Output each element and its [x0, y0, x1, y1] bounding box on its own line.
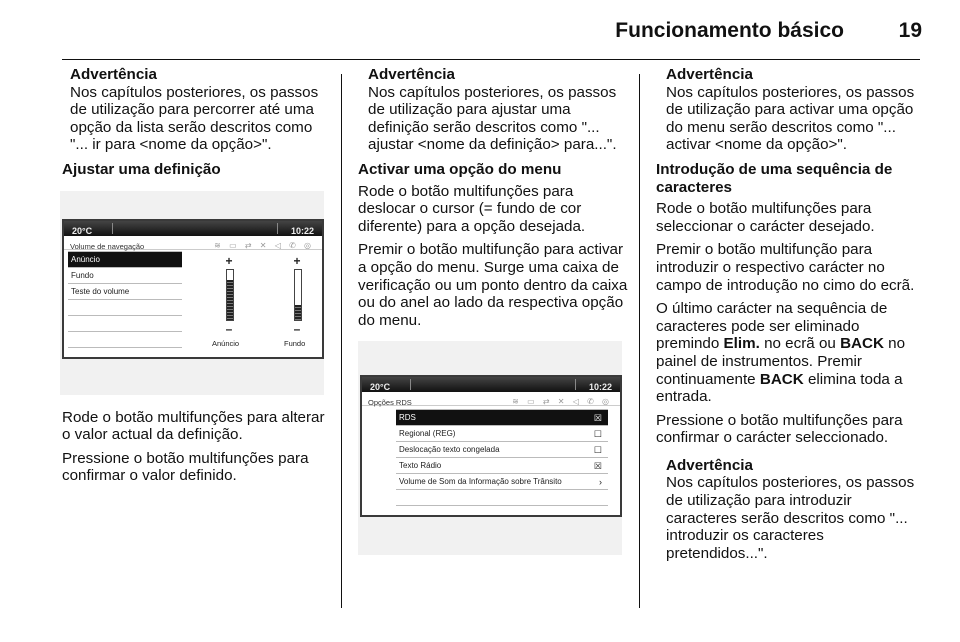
minus-icon: – — [225, 321, 233, 336]
clock: 10:22 — [290, 225, 314, 236]
list-item[interactable]: Fundo — [68, 268, 182, 284]
list-item[interactable]: Deslocação texto congelada ☐ — [396, 442, 608, 458]
paragraph: Pressione o botão multifunções para confirmar o carácter seleccionado. — [656, 411, 903, 447]
note-title: Advertência — [666, 456, 753, 474]
column-separator-2 — [639, 74, 640, 608]
section-heading: Activar uma opção do menu — [358, 160, 562, 178]
note-title: Advertência — [70, 66, 157, 83]
paragraph: Premir o botão multifunção para activar a opção do menu. Surge uma caixa de verificação ou um ponto dentro da caixa ou do anel ao lado da respectiva opção do menu. — [358, 241, 628, 329]
list-item[interactable]: Regional (REG) ☐ — [396, 426, 608, 442]
column-1 — [62, 66, 334, 491]
slider-label-right: Fundo — [284, 338, 306, 348]
chevron-right-icon: › — [599, 477, 602, 488]
status-bar — [64, 221, 322, 236]
list-item[interactable] — [68, 300, 182, 316]
clock: 10:22 — [588, 382, 612, 393]
status-bar — [362, 377, 620, 392]
plus-icon: + — [225, 253, 233, 268]
note-box — [368, 66, 628, 154]
section-heading: Ajustar uma definição — [62, 160, 221, 178]
note-body: Nos capítulos posteriores, os passos de utilização para activar uma opção do menu serão descritos como "... activar <nome da opção>". — [666, 83, 915, 154]
minus-icon: – — [293, 321, 301, 336]
plus-icon: + — [293, 253, 301, 268]
list-item[interactable] — [68, 316, 182, 332]
page-number: 19 — [898, 19, 922, 42]
page-header-title: Funcionamento básico — [615, 19, 844, 42]
status-icons: ≋ ▭ ⇄ ✕ ◁ ✆ ◎ — [512, 397, 612, 407]
note-body: Nos capítulos posteriores, os passos de utilização para ajustar uma definição serão descritos como "... ajustar <nome da definição> para...". — [368, 83, 617, 154]
settings-list — [68, 251, 182, 348]
note-box — [666, 457, 924, 563]
volume-slider-left[interactable] — [222, 255, 236, 335]
paragraph: Rode o botão multifunções para deslocar o cursor (= fundo de cor diferente) para a opção desejada. — [358, 182, 586, 235]
checkbox-icon: ☐ — [593, 429, 602, 440]
list-item[interactable]: Anúncio — [68, 252, 182, 268]
paragraph: Rode o botão multifunções para alterar o valor actual da definição. — [62, 408, 325, 444]
paragraph: Rode o botão multifunções para seleccionar o carácter desejado. — [656, 200, 875, 235]
slider-label-left: Anúncio — [212, 338, 240, 348]
screen-image-rds — [358, 341, 622, 555]
paragraph: O último carácter na sequência de caracteres pode ser eliminado premindo Elim. no ecrã ou BACK no painel de instrumentos. Premir continuamente BACK elimina toda a entrada. — [656, 300, 906, 406]
volume-slider-right[interactable] — [290, 255, 304, 335]
status-icons: ≋ ▭ ⇄ ✕ ◁ ✆ ◎ — [214, 240, 314, 250]
column-separator-1 — [341, 74, 342, 608]
list-item[interactable]: Teste do volume — [68, 284, 182, 300]
screen-image-volume — [60, 191, 324, 395]
list-item[interactable]: Texto Rádio ☒ — [396, 458, 608, 474]
header-rule — [62, 59, 920, 60]
options-list — [396, 409, 608, 506]
list-item[interactable]: RDS ☒ — [396, 410, 608, 426]
checkbox-icon: ☐ — [593, 445, 602, 456]
screen-subtitle: Opções RDS ≋ ▭ ⇄ ✕ ◁ ✆ ◎ — [362, 392, 620, 406]
note-title: Advertência — [666, 66, 753, 83]
note-box — [70, 66, 334, 154]
temperature: 20°C — [370, 382, 391, 393]
list-item[interactable] — [396, 490, 608, 506]
note-body: Nos capítulos posteriores, os passos de utilização para percorrer até uma opção da lista serão descritos como "... ir para <nome da opção>". — [70, 83, 319, 154]
paragraph: Pressione o botão multifunções para confirmar o valor definido. — [62, 449, 309, 485]
temperature: 20°C — [72, 225, 93, 236]
checkbox-checked-icon: ☒ — [593, 461, 602, 472]
section-heading: Introdução de uma sequência de caracteres — [656, 160, 893, 196]
note-body: Nos capítulos posteriores, os passos de utilização para introduzir caracteres serão descritos como "... introduzir os caracteres pretendidos...". — [666, 474, 915, 562]
list-item[interactable]: Volume de Som da Informação sobre Trânsito › — [396, 474, 608, 490]
screen-subtitle: Volume de navegação ≋ ▭ ⇄ ✕ ◁ ✆ ◎ — [64, 236, 322, 250]
column-3 — [656, 66, 924, 569]
checkbox-checked-icon: ☒ — [593, 413, 602, 424]
column-2 — [358, 66, 628, 555]
paragraph: Premir o botão multifunção para introduzir o respectivo carácter no campo de introdução no cimo do ecrã. — [656, 241, 915, 294]
note-box — [666, 66, 924, 154]
list-item[interactable] — [68, 332, 182, 348]
note-title: Advertência — [368, 66, 455, 83]
